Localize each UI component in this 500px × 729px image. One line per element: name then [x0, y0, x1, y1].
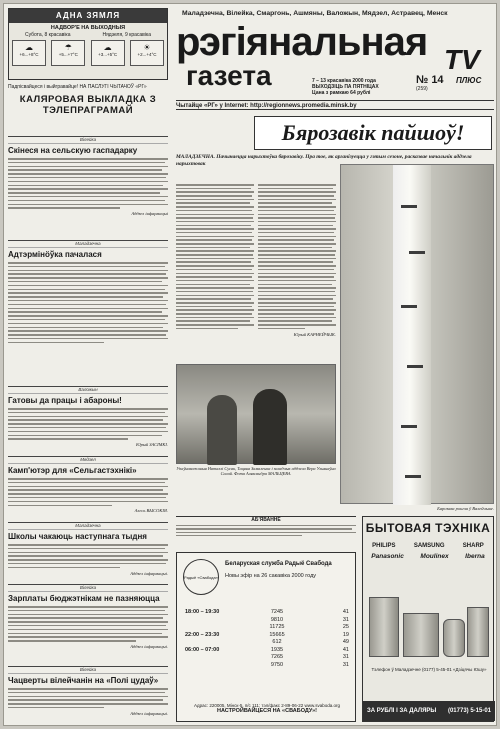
weather-cell — [130, 40, 164, 66]
news-headline: Чацверты вілейчанін на «Полі цудаў» — [8, 676, 159, 685]
feature-column — [258, 184, 336, 337]
schedule-row: 06:00 – 07:00 1935 41 — [185, 646, 349, 653]
author: Алесь ВЫСОКІЯ. — [134, 508, 168, 514]
weather-day-1: Субота, 8 красавіка — [24, 32, 71, 38]
news-headline: Зарплаты бюджэтнікам не пазняюцца — [8, 594, 160, 603]
brand-panasonic: Panasonic — [371, 553, 404, 560]
birch-trunk — [393, 165, 431, 505]
vacuum-image — [467, 607, 489, 657]
article-body — [8, 606, 168, 642]
schedule-row: 7265 31 — [270, 654, 349, 660]
issue-dates — [312, 78, 379, 96]
schedule-row: 11725 25 — [269, 624, 349, 630]
weather-cell — [12, 40, 46, 66]
radio-footer — [183, 703, 351, 714]
article-body — [8, 408, 168, 440]
article-body — [8, 688, 168, 708]
weather-cell — [91, 40, 125, 66]
section-tag: Мядзел — [8, 456, 168, 464]
tv-logo: TV — [444, 44, 480, 75]
internet-url[interactable]: Чытайце «РГ» у Internet: http://regionnews.promedia.minsk.by — [176, 100, 494, 110]
weather-cell — [51, 40, 85, 66]
dates-line: Цана з рамкаю 64 рублі — [312, 90, 371, 96]
feature-column — [176, 184, 254, 332]
weather-day-2: Нядзеля, 9 красавіка — [102, 32, 152, 38]
news-headline: Адтэрмінöўка пачалася — [8, 250, 102, 259]
news-item — [8, 386, 168, 454]
radio-title: Беларуская служба Радыё Свабода — [225, 561, 332, 567]
left-column — [8, 8, 168, 723]
cloud-icon: ☁ — [103, 43, 112, 52]
announcement — [176, 516, 356, 540]
radio-schedule — [185, 609, 349, 669]
weather-title: НАДВОР'Е НА ВЫХОДНЫЯ — [50, 25, 126, 31]
sun-icon: ☀ — [143, 43, 151, 52]
section-tag: Вілейка — [8, 136, 168, 144]
section-tag: Маладзечна — [8, 522, 168, 530]
radio-subtitle: Новы эфір на 26 сакавіка 2000 году — [225, 573, 317, 579]
birch-photo — [340, 164, 494, 504]
weather-cells — [9, 38, 167, 68]
washer-image — [403, 613, 439, 657]
city-list: Маладзечна, Вілейка, Смаргонь, Ашмяны, Валожын, Мядзел, Астравец, Менск — [182, 10, 448, 17]
section-tag: Маладзечна — [8, 240, 168, 248]
brand-moulinex: Moulinex — [420, 553, 449, 560]
appliance-images — [369, 579, 489, 659]
brand-row — [363, 543, 493, 549]
cta-left: ЗА РУБЛІ І ЗА ДАЛЯРЫ — [367, 708, 437, 714]
dates-line: 7 – 13 красавіка 2000 года — [312, 78, 376, 84]
announcement-tag: АБ'ЯВАННЕ — [251, 517, 281, 523]
staff-photo — [176, 364, 336, 464]
news-headline: Скінеся на сельскую гаспадарку — [8, 146, 138, 155]
schedule-row: 612 49 — [272, 639, 349, 645]
schedule-row: 9810 31 — [270, 616, 349, 623]
issue-number: № 14 — [416, 74, 444, 86]
section-tag: Вілейка — [8, 584, 168, 592]
news-item — [8, 666, 168, 722]
cta-phone: (01773) 5-15-01 — [447, 708, 491, 714]
staff-caption: Упаўнаважаныя Наталлі Сусак, Тацяна Замаленка і загадчык аддзела Вера Ульянаўна Салай. Фота Аляксандра МАЛЬЦЕВА. — [176, 466, 336, 476]
radio-address: Адрас: 220005, Мінск-5, п/с 111; тэл/факс 2-89-06-22 www.svaboda.org — [193, 703, 341, 708]
article-body — [8, 478, 168, 506]
appliance-ad — [362, 516, 494, 722]
brand-iberna: Iberna — [465, 553, 485, 560]
promo-headline: КАЛЯРОВАЯ ВЫКЛАДКА З ТЭЛЕПРАГРАМАЙ — [19, 94, 157, 116]
umbrella-icon: ☂ — [64, 43, 72, 52]
photo-caption: Бярозава рошча ў Вялейчыне. — [437, 506, 494, 511]
news-item — [8, 522, 168, 582]
author: Аддзел інфармацыі. — [130, 710, 168, 716]
author: Аддзел інфармацыі. — [130, 570, 168, 576]
brand-philips: PHILIPS — [372, 543, 396, 549]
weather-box — [8, 8, 168, 80]
author: Юрый ЗАСІМКІ. — [135, 442, 168, 448]
tv-plus-label: ПЛЮС — [456, 76, 482, 85]
schedule-row: 22:00 – 23:30 15665 19 — [185, 631, 349, 638]
appliance-cta — [363, 701, 495, 721]
feature-headline: Бярозавік пайшоў! — [254, 116, 492, 150]
news-item — [8, 240, 168, 382]
article-body — [8, 158, 168, 209]
weather-temp: +5...+7°С — [58, 52, 78, 57]
weather-temp: +2...+4°С — [137, 52, 157, 57]
news-item — [8, 136, 168, 236]
person-figure — [253, 389, 287, 465]
news-headline: Гатовы да працы і абароны! — [8, 396, 122, 405]
masthead-logo: рэгіянальная — [176, 20, 428, 64]
news-item — [8, 456, 168, 520]
kettle-image — [443, 619, 465, 657]
brand-samsung: SAMSUNG — [413, 543, 445, 549]
article-body — [8, 544, 168, 568]
brand-strip: АДНА ЗЯМЛЯ — [9, 9, 167, 23]
fridge-image — [369, 597, 399, 657]
feature-signature: Юрый КАРНЕЙЧЫК. — [293, 331, 336, 337]
section-tag: Валожын — [8, 386, 168, 394]
article-body — [8, 262, 168, 343]
radio-ad — [176, 552, 356, 722]
weather-temp: +3...+5°С — [98, 52, 118, 57]
dates-line: ВЫХОДЗІЦЬ ПА ПЯТНІЦАХ — [312, 84, 379, 90]
lead-text: МАЛАДЗЕЧНА. Пачынаецца нарыхтоўка бярозавіку. Пра тое, як арганізуецца у гэтым сезоне, расказвае начальнік аддзела нарыхтовак — [176, 154, 472, 167]
schedule-row: 9750 31 — [270, 661, 349, 668]
radio-cta: НАСТРОЙВАЙЦЕСЯ НА «СВАБОДУ»! — [216, 707, 317, 714]
appliance-title: БЫТОВАЯ ТЭХНІКА — [365, 521, 491, 535]
brand-sharp: SHARP — [462, 543, 484, 549]
newspaper-page — [3, 3, 497, 726]
radio-logo: Радыё «Свабода» — [183, 559, 219, 595]
weather-temp: +6...+8°С — [19, 52, 39, 57]
schedule-row: 18:00 – 19:30 7245 41 — [185, 609, 349, 615]
news-item — [8, 584, 168, 664]
person-figure — [207, 395, 237, 465]
masthead-logo-sub: газета — [186, 60, 272, 91]
news-headline: Школы чакаюць наступнага тыдня — [8, 532, 147, 541]
author: Аддзел інфармацыі — [131, 211, 168, 217]
tv-promo — [8, 84, 168, 132]
brand-row — [363, 553, 493, 560]
appliance-footer: Тэлефон ў Маладзечне (0177) 5-45-01 «Дзіцячы Юшу» — [371, 667, 487, 672]
cloud-icon: ☁ — [25, 43, 33, 52]
author: Аддзел інфармацыі. — [130, 643, 168, 649]
news-headline: Камп'ютэр для «Сельгастэхнікі» — [8, 466, 137, 475]
promo-small: Падпісвайцеся і выйгравайце! НА ПАСЛУГІ ЧЫТАЧОЎ «РГ» — [8, 84, 147, 90]
section-tag: Вілейка — [8, 666, 168, 674]
issue-total: (259) — [416, 86, 428, 92]
